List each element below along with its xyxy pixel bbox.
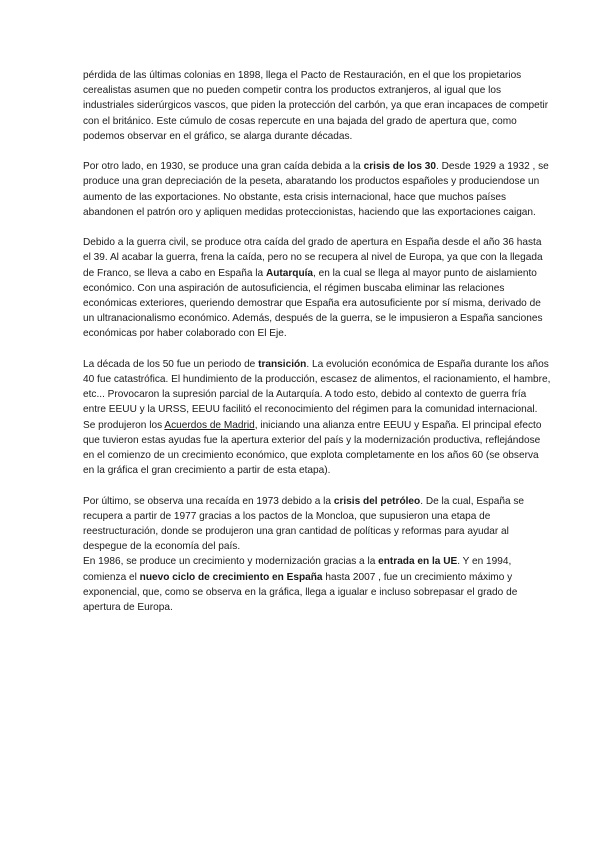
text-run: , en la cual se llega al mayor punto de aislamiento económico. Con una aspiración de autosuficiencia, el régimen buscaba eliminar las relaciones económicas exteriores, queriendo demostrar que España era autosuficiente por sí misma, derivado de un ultranacionalismo económico. Además, después de la guerra, se le impusieron a España sanciones económicas por haber colaborado con El Eje. <box>83 267 543 340</box>
bold-term: Autarquía <box>265 267 314 279</box>
text-run: . La evolución económica de España durante los años 40 fue catastrófica. El hundimiento de la producción, escasez de alimentos, el racionamiento, el hambre, etc... Provocaron la supresión parcial de la Autarquía. A todo esto, debido al contexto de guerra fría entre EEUU y la URSS, EEUU facilitó el reconocimiento del régimen para la comunidad internacional. Se produjeron los <box>83 358 551 431</box>
text-run: . Y en 1994, comienza el <box>83 556 512 583</box>
text-run: , iniciando una alianza entre EEUU y España. El principal efecto que tuvieron estas ayudas fue la apertura exterior del país y la modernización productiva, reflejándose en el comienzo de un crecimiento económico, que explota completamente en los años 60 (se observa en la gráfica el gran crecimiento a partir de esta etapa). <box>83 419 542 477</box>
text-run: hasta 2007 , fue un crecimiento máximo y exponencial, que, como se observa en la gráfica, llega a igualar e incluso sobrepasar el grado de apertura de Europa. <box>83 571 518 614</box>
paragraph-eu-entry <box>83 554 551 615</box>
paragraph-civil-war-autarky <box>83 235 551 341</box>
text-run: En 1986, se produce un crecimiento y modernización gracias a la <box>83 556 379 568</box>
bold-term: transición <box>258 358 307 370</box>
text-run: . Desde 1929 a 1932 , se produce una gran depreciación de la peseta, abaratando los productos españoles y produciendose un aumento de las exportaciones. No obstante, esta crisis internacional, hace que muchos países abandonen el patrón oro y apliquen medidas proteccionistas, haciendo que las exportaciones caigan. <box>83 161 549 218</box>
text-run: Debido a la guerra civil, se produce otra caída del grado de apertura en España desde el año 36 hasta el 39. Al acabar la guerra, frena la caída, pero no se recupera al nivel de Europa, ya que con la llegada de Franco, se lleva a cabo en España la <box>83 237 543 279</box>
text-run: . De la cual, España se recupera a partir de 1977 gracias a los pactos de la Moncloa, que supusieron una etapa de reestructuración, donde se produjeron una gran cantidad de políticas y reformas para ayudar al despegue de la economía del país. <box>83 495 525 553</box>
paragraph-crisis-30 <box>83 159 551 220</box>
bold-term: crisis de los 30 <box>363 161 436 173</box>
underlined-term: Acuerdos de Madrid <box>164 419 255 431</box>
bold-term: crisis del petróleo <box>333 495 421 507</box>
text-run: pérdida de las últimas colonias en 1898, llega el Pacto de Restauración, en el que los propietarios cerealistas asumen que no pueden competir contra los productos extranjeros, al igual que los industriales siderúrgicos vascos, que piden la protección del carbón, ya que eran incapaces de competir con el británico. Este cúmulo de cosas repercute en una bajada del grado de apertura que, como podemos observar en el gráfico, se alarga durante décadas. <box>83 70 549 142</box>
bold-term: nuevo ciclo de crecimiento en España <box>139 571 323 583</box>
text-run: Por otro lado, en 1930, se produce una gran caída debida a la <box>83 161 364 173</box>
text-run: Por último, se observa una recaída en 1973 debido a la <box>83 495 334 507</box>
paragraph-transition-50s <box>83 357 551 479</box>
text-run: La década de los 50 fue un periodo de <box>83 358 259 370</box>
bold-term: entrada en la UE <box>378 556 458 568</box>
paragraph-oil-crisis <box>83 494 551 555</box>
body-text <box>83 68 551 630</box>
paragraph-colonies-restoration <box>83 68 551 144</box>
